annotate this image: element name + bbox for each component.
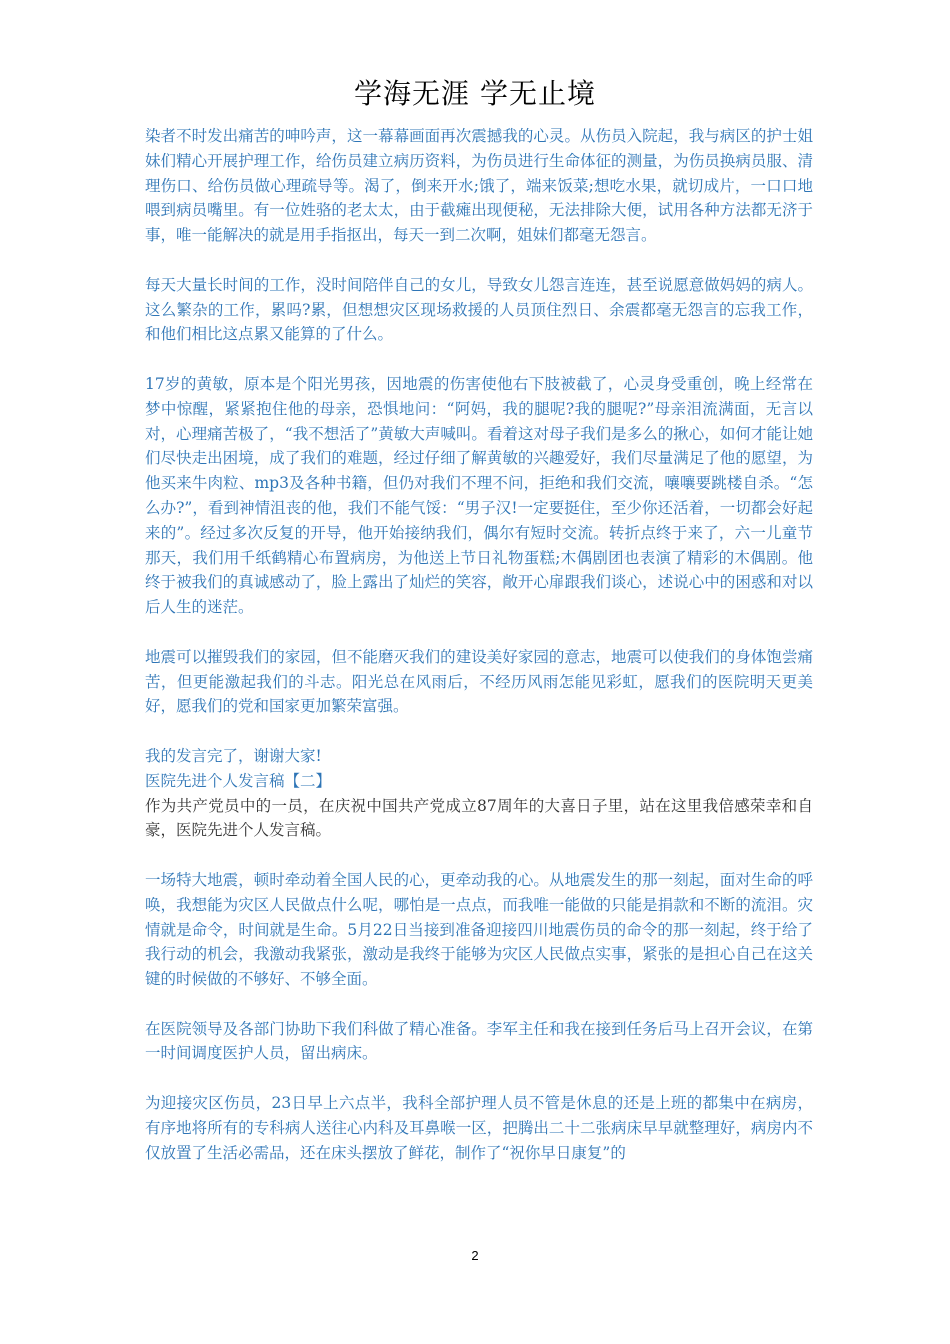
page-number: 2 bbox=[471, 1248, 479, 1263]
paragraph-3: 17岁的黄敏，原本是个阳光男孩，因地震的伤害使他右下肢被截了，心灵身受重创，晚上经常在梦中惊醒，紧紧抱住他的母亲，恐惧地问：“阿妈，我的腿呢?我的腿呢?”母亲泪流满面，无言以对，心理痛苦极了，“我不想活了”黄敏大声喊叫。看着这对母子我们是多么的揪心，如何才能让她们尽快走出困境，成了我们的难题，经过仔细了解黄敏的兴趣爱好，我们尽量满足了他的愿望，为他买来牛肉粒、mp3及各种书籍，但仍对我们不理不问，拒绝和我们交流，嚷嚷要跳楼自杀。“怎么办?”，看到神情沮丧的他，我们不能气馁：“男子汉!一定要挺住，至少你还活着，一切都会好起来的”。经过多次反复的开导，他开始接纳我们，偶尔有短时交流。转折点终于来了，六一儿童节那天，我们用千纸鹤精心布置病房，为他送上节日礼物蛋糕;木偶剧团也表演了精彩的木偶剧。他终于被我们的真诚感动了，脸上露出了灿烂的笑容，敞开心扉跟我们谈心，述说心中的困惑和对以后人生的迷茫。 bbox=[145, 374, 813, 617]
paragraph-gap bbox=[145, 843, 813, 868]
paragraph-gap bbox=[145, 347, 813, 372]
paragraph-8: 一场特大地震，顿时牵动着全国人民的心，更牵动我的心。从地震发生的那一刻起，面对生命的呼唤，我想能为灾区人民做点什么呢，哪怕是一点点，而我唯一能做的只能是捐款和不断的流泪。灾情就是命令，时间就是生命。5月22日当接到准备迎接四川地震伤员的命令的那一刻起，终于给了我行动的机会，我激动我紧张，激动是我终于能够为灾区人民做点实事，紧张的是担心自己在这关键的时候做的不够好、不够全面。 bbox=[145, 870, 813, 989]
page-header-title: 学海无涯 学无止境 bbox=[354, 77, 596, 110]
section-heading: 医院先进个人发言稿【二】 bbox=[145, 771, 332, 790]
paragraph-gap bbox=[145, 248, 813, 273]
paragraph-5: 我的发言完了，谢谢大家! bbox=[145, 746, 322, 765]
paragraph-gap bbox=[145, 719, 813, 744]
paragraph-7: 作为共产党员中的一员，在庆祝中国共产党成立87周年的大喜日子里，站在这里我倍感荣幸和自豪，医院先进个人发言稿。 bbox=[145, 796, 813, 840]
paragraph-gap bbox=[145, 992, 813, 1017]
paragraph-10: 为迎接灾区伤员，23日早上六点半，我科全部护理人员不管是休息的还是上班的都集中在病房，有序地将所有的专科病人送往心内科及耳鼻喉一区，把腾出二十二张病床早早就整理好，病房内不仅放置了生活必需品，还在床头摆放了鲜花，制作了“祝你早日康复”的 bbox=[145, 1094, 813, 1162]
document-body bbox=[145, 124, 813, 1165]
paragraph-9: 在医院领导及各部门协助下我们科做了精心准备。李军主任和我在接到任务后马上召开会议，在第一时间调度医护人员，留出病床。 bbox=[145, 1019, 813, 1063]
paragraph-2: 每天大量长时间的工作，没时间陪伴自己的女儿，导致女儿怨言连连，甚至说愿意做妈妈的病人。这么繁杂的工作，累吗?累，但想想灾区现场救援的人员顶住烈日、余震都毫无怨言的忘我工作，和他们相比这点累又能算的了什么。 bbox=[145, 275, 813, 344]
paragraph-gap bbox=[145, 620, 813, 645]
paragraph-1: 染者不时发出痛苦的呻吟声，这一幕幕画面再次震撼我的心灵。从伤员入院起，我与病区的护士姐妹们精心开展护理工作，给伤员建立病历资料，为伤员进行生命体征的测量，为伤员换病员服、清理伤口、给伤员做心理疏导等。渴了，倒来开水;饿了，端来饭菜;想吃水果，就切成片，一口口地喂到病员嘴里。有一位姓骆的老太太，由于截瘫出现便秘，无法排除大便，试用各种方法都无济于事，唯一能解决的就是用手指抠出，每天一到二次啊，姐妹们都毫无怨言。 bbox=[145, 127, 813, 245]
paragraph-gap bbox=[145, 1066, 813, 1091]
paragraph-4: 地震可以摧毁我们的家园，但不能磨灭我们的建设美好家园的意志，地震可以使我们的身体饱尝痛苦，但更能激起我们的斗志。阳光总在风雨后，不经历风雨怎能见彩虹，愿我们的医院明天更美好，愿我们的党和国家更加繁荣富强。 bbox=[145, 647, 813, 716]
